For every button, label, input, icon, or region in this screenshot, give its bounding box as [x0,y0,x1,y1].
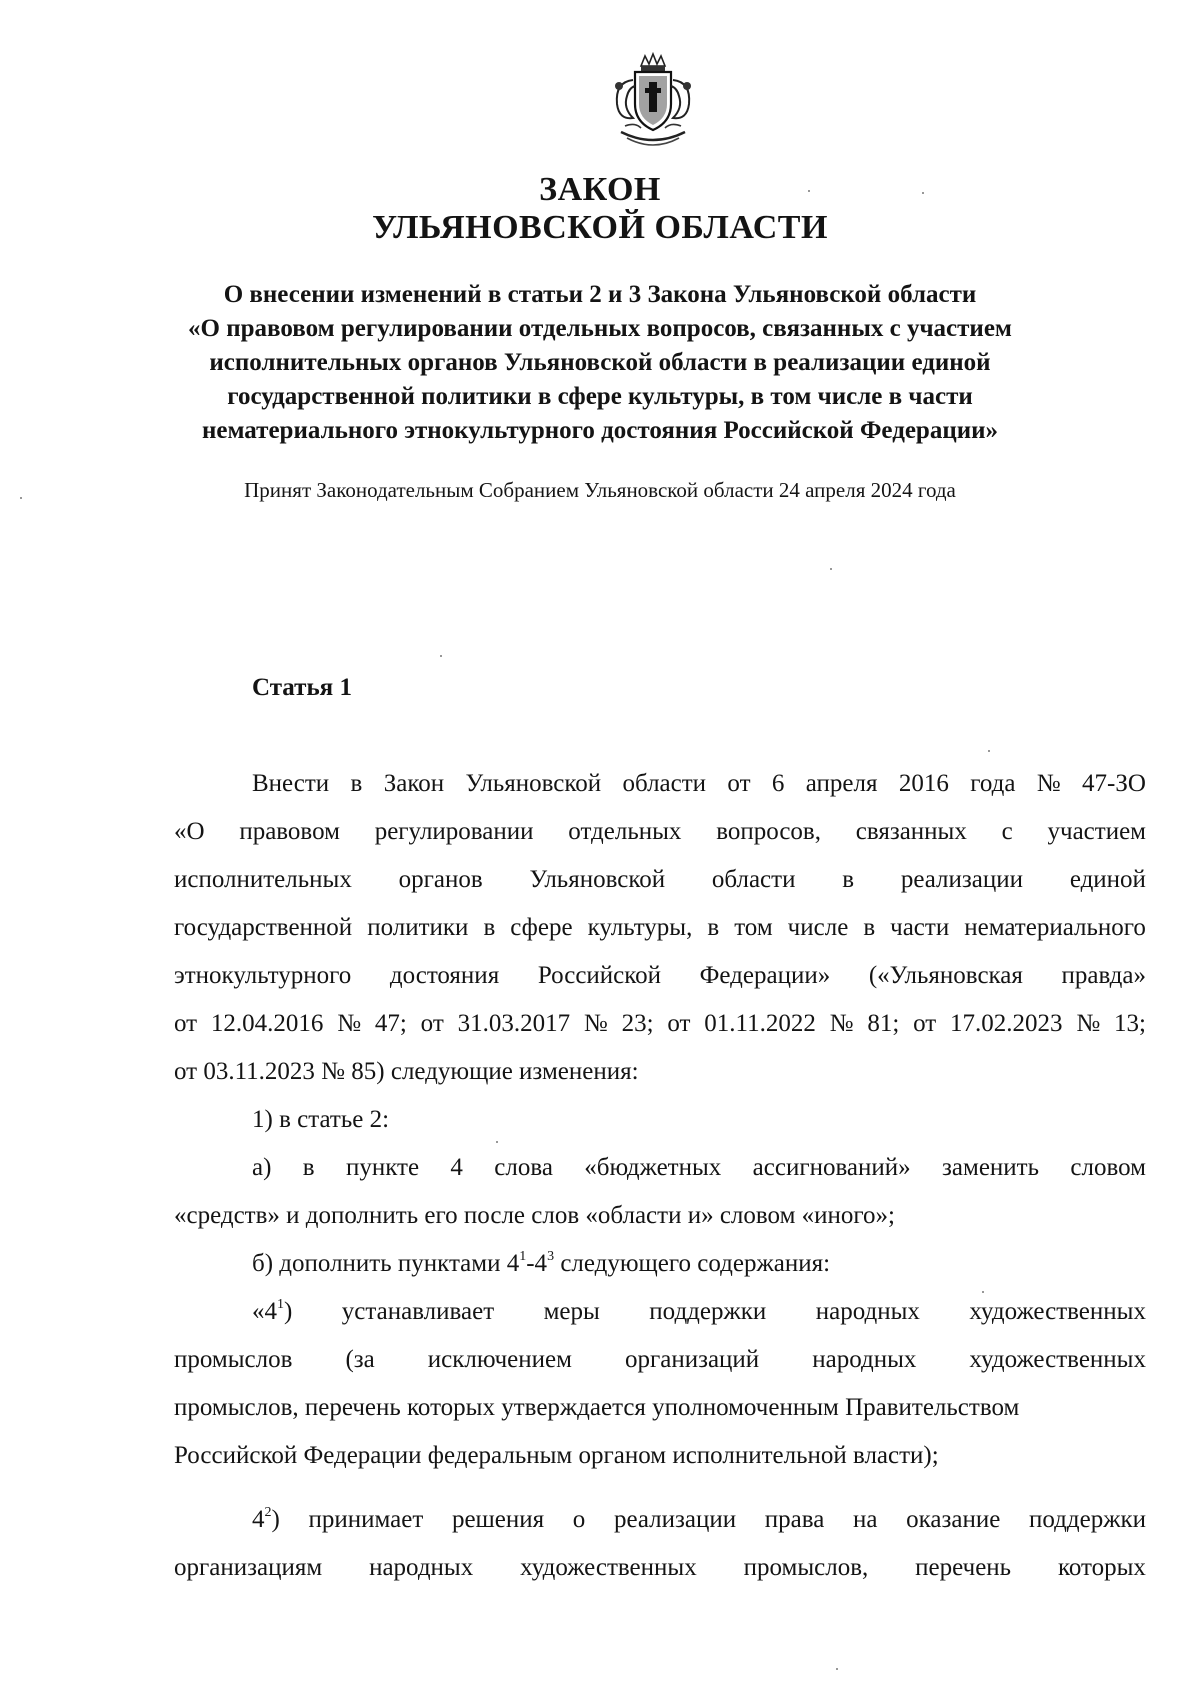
subject-line: государственной политики в сфере культуры, в том числе в части [227,383,973,410]
word: 6 [771,770,785,797]
word: от [727,770,751,797]
word: исполнительных [174,866,352,893]
word: 13; [1114,1010,1146,1037]
scan-speck [982,1291,984,1293]
word: 23; [621,1010,654,1037]
law-region-title: УЛЬЯНОВСКОЙ ОБЛАСТИ [372,209,828,246]
word: организациям [174,1554,323,1581]
word: № [829,1010,854,1037]
adoption-note: Принят Законодательным Собранием Ульяновской области 24 апреля 2024 года [244,478,956,502]
scan-speck [836,1668,838,1670]
paragraph-line: Российской Федерации федеральным органом исполнительной власти); [174,1442,939,1469]
word: Российской [537,962,662,989]
superscript: 2 [264,1505,272,1520]
word: апреля [805,770,878,797]
word: сфере [510,914,573,941]
point-number [252,1504,280,1536]
word: в [707,914,720,941]
word: 2016 [898,770,949,797]
word: отдельных [568,818,682,845]
word: 31.03.2017 [457,1010,571,1037]
word: области [622,770,707,797]
word: исключением [427,1346,572,1373]
paragraph-line [174,1504,1146,1536]
word: в [483,914,496,941]
word: промыслов, [743,1554,869,1581]
word: на [853,1506,878,1533]
law-title: ЗАКОН [539,171,661,208]
word: художественных [969,1346,1146,1373]
word: художественных [969,1298,1146,1325]
superscript: 3 [547,1249,555,1264]
word: связанных [855,818,967,845]
text-run: следующего содержания: [554,1250,831,1277]
word: реализации [900,866,1024,893]
word: устанавливает [341,1298,495,1325]
scan-speck [20,497,22,499]
word: том [734,914,773,941]
superscript: 1 [519,1249,527,1264]
word: 17.02.2023 [950,1010,1063,1037]
word: части [890,914,950,941]
word: (за [345,1346,375,1373]
word: 47-ЗО [1082,770,1146,797]
paragraph-line [174,816,1146,848]
word: государственной [174,914,353,941]
word: заменить [942,1154,1040,1181]
text-run: ) [271,1506,280,1533]
word: Ульяновской [465,770,602,797]
word: Внести [252,770,330,797]
paragraph-line [174,1008,1146,1040]
word: числе [787,914,849,941]
text-run: 4 [252,1506,265,1533]
word: года [970,770,1016,797]
word: а) [252,1154,272,1181]
word: от [174,1010,198,1037]
scan-speck [830,568,832,570]
subject-line: нематериального этнокультурного достояния Российской Федерации» [201,417,999,444]
word: области [711,866,796,893]
word: № [583,1010,608,1037]
word: в [350,770,363,797]
word: народных [812,1346,917,1373]
paragraph-line [174,768,1146,800]
paragraph-line [174,864,1146,896]
superscript: 1 [277,1297,284,1312]
word: нематериального [964,914,1146,941]
text-run: б) дополнить пунктами 4 [252,1250,520,1277]
paragraph-line [174,1248,1146,1280]
word: о [572,1506,586,1533]
word: этнокультурного [174,962,352,989]
word: словом [1070,1154,1146,1181]
word: правовом [239,818,340,845]
word: № [337,1010,362,1037]
word: от [420,1010,444,1037]
scan-speck [808,190,810,192]
paragraph-line: промыслов, перечень которых утверждается уполномоченным Правительством [174,1394,1020,1421]
word: ассигнований» [752,1154,911,1181]
subject-line: исполнительных органов Ульяновской области в реализации единой [209,349,991,376]
word: народных [369,1554,474,1581]
word: регулировании [374,818,534,845]
word: поддержки [649,1298,767,1325]
scan-speck [988,750,990,752]
subject-line: О внесении изменений в статьи 2 и 3 Закона Ульяновской области [223,281,977,308]
word: культуры, [587,914,693,941]
paragraph-line [174,960,1146,992]
subject-line: «О правовом регулировании отдельных вопросов, связанных с участием [188,315,1012,342]
word: слова [494,1154,553,1181]
word: права [764,1506,825,1533]
word: 12.04.2016 [210,1010,324,1037]
word: в [863,914,876,941]
text-run: «4 [252,1298,277,1325]
word: политики [367,914,469,941]
word: реализации [613,1506,737,1533]
word: «О [174,818,205,845]
word: № [1076,1010,1101,1037]
word: («Ульяновская [868,962,1023,989]
article-heading: Статья 1 [252,674,352,701]
word: Федерации» [699,962,831,989]
word: пункте [345,1154,420,1181]
word: с [1001,818,1013,845]
law-subject-heading [0,278,1200,448]
word: 01.11.2022 [704,1010,816,1037]
word: народных [815,1298,920,1325]
word: правда» [1061,962,1146,989]
word: «бюджетных [584,1154,722,1181]
paragraph-line [174,1152,1146,1184]
paragraph-line: «средств» и дополнить его после слов «области и» словом «иного»; [174,1202,895,1229]
word: оказание [906,1506,1001,1533]
word: художественных [520,1554,697,1581]
word: которых [1057,1554,1146,1581]
word: организаций [624,1346,760,1373]
word: органов [398,866,483,893]
paragraph-line [174,1344,1146,1376]
coat-of-arms-emblem [605,52,701,152]
point-number [252,1296,292,1328]
paragraph-line [174,1296,1146,1328]
paragraph-line [174,1552,1146,1584]
word: участием [1047,818,1146,845]
paragraph-line: от 03.11.2023 № 85) следующие изменения: [174,1058,639,1085]
word: 81; [867,1010,900,1037]
word: от [913,1010,937,1037]
word: Ульяновской [529,866,666,893]
scan-speck [496,1141,498,1143]
word: вопросов, [716,818,821,845]
word: в [302,1154,315,1181]
word: промыслов [174,1346,293,1373]
word: от [667,1010,691,1037]
list-item: 1) в статье 2: [252,1106,390,1133]
text-run: -4 [526,1250,548,1277]
word: решения [451,1506,545,1533]
word: № [1036,770,1061,797]
word: Закон [383,770,445,797]
paragraph-line [174,912,1146,944]
word: 4 [450,1154,463,1181]
scan-speck [440,655,442,657]
word: достояния [389,962,500,989]
word: меры [543,1298,600,1325]
word: поддержки [1029,1506,1146,1533]
word: 47; [374,1010,407,1037]
word: в [842,866,855,893]
word: перечень [915,1554,1012,1581]
word: принимает [308,1506,424,1533]
word: единой [1069,866,1146,893]
text-run: ) [284,1298,293,1325]
scan-speck [922,192,924,194]
